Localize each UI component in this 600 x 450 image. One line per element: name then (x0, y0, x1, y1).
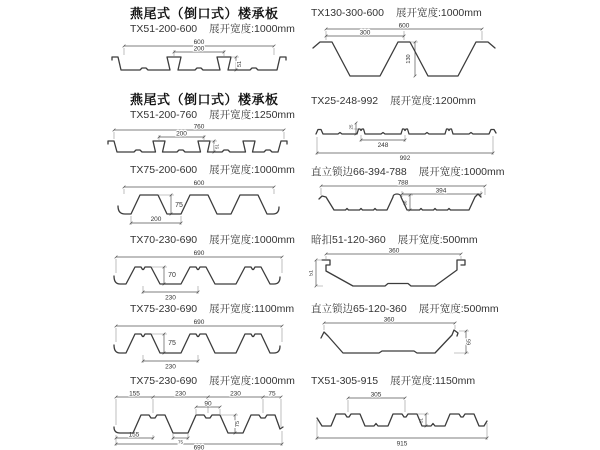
panel-tx75-230-690-detail (98, 374, 310, 450)
dim-overall: 690 (193, 319, 205, 326)
panel-tx75-230-690 (98, 302, 310, 370)
dim-height: 51 (418, 417, 424, 424)
dim-height: 130 (406, 54, 412, 64)
unfold-width: 展开宽度:500mm (418, 303, 499, 315)
unfold-width: 展开宽度:1000mm (209, 234, 295, 246)
panel-standing-seam-788 (305, 165, 515, 229)
dim-seg3: 230 (230, 390, 241, 398)
profile-drawing-dovetail-760 (104, 122, 294, 158)
dim-overall: 600 (398, 22, 410, 30)
profile-drawing-corrugated (309, 108, 499, 163)
unfold-width: 展开宽度:500mm (397, 234, 478, 246)
dim-overall: 690 (193, 444, 205, 450)
model-number: TX130-300-600 (311, 7, 384, 19)
dim-pitch: 200 (150, 216, 162, 223)
profile-outline (319, 194, 481, 210)
profile-drawing-dovetail-600 (104, 36, 294, 80)
profile-drawing-trapezoid-690a (104, 247, 294, 301)
dim-overall: 992 (399, 155, 411, 162)
model-number: TX75-200-600 (130, 164, 198, 176)
model-number: TX25-248-992 (311, 95, 379, 107)
dim-pitch: 200 (193, 45, 205, 53)
model-number: 直立锁边65-120-360 (311, 303, 407, 315)
dim-seg2: 230 (175, 390, 186, 398)
unfold-width: 展开宽度:1000mm (395, 7, 482, 19)
dim-height: 65 (466, 338, 473, 346)
dim-pitch: 300 (359, 29, 371, 37)
profile-outline (112, 57, 286, 70)
profile-drawing-trapezoid-915 (309, 388, 499, 450)
dim-valley: 155 (128, 431, 140, 439)
unfold-width: 展开宽度:1100mm (209, 303, 295, 315)
dim-seg4: 75 (268, 390, 276, 398)
model-number: 暗扣51-120-360 (311, 234, 386, 246)
panel-tx25-248-992 (305, 94, 515, 163)
dim-height: 75 (175, 202, 183, 209)
dim-height: 51 (214, 143, 220, 150)
dim-height: 75 (168, 340, 176, 347)
dim-overall: 760 (193, 123, 205, 131)
profile-drawing-trapezoid-690b (104, 316, 294, 370)
profile-drawing-deep-trapezoid (309, 20, 499, 80)
dim-pitch: 305 (370, 391, 382, 399)
panel-tx51-200-600 (98, 6, 310, 80)
dim-overall: 600 (193, 180, 205, 187)
dim-pitch: 200 (176, 130, 187, 138)
unfold-width: 展开宽度:1250mm (209, 109, 295, 121)
dim-overall: 360 (383, 316, 395, 324)
panel-tx51-200-760 (98, 92, 310, 158)
profile-outline (317, 414, 487, 426)
profile-drawing-trapezoid-600 (104, 177, 294, 227)
dim-height: 51 (309, 269, 315, 277)
model-number: TX51-200-760 (130, 109, 198, 121)
dim-height: 66 (402, 200, 408, 206)
panel-tx75-200-600 (98, 163, 310, 227)
dim-height: 70 (168, 272, 176, 279)
unfold-width: 展开宽度:1000mm (209, 164, 295, 176)
model-number: TX70-230-690 (130, 234, 198, 246)
unfold-width: 展开宽度:1150mm (390, 375, 476, 387)
model-number: TX75-230-690 (130, 303, 198, 315)
dim-half: 394 (435, 187, 447, 195)
profile-drawing-concealed-clip (309, 247, 499, 299)
dim-overall: 690 (193, 250, 205, 257)
dim-pitch: 248 (377, 142, 389, 149)
unfold-width: 展开宽度:1200mm (390, 95, 476, 107)
profile-outline (316, 129, 496, 134)
profile-outline (322, 260, 465, 286)
panel-tx70-230-690 (98, 233, 310, 301)
dim-valley-small: 75 (177, 439, 184, 445)
profile-outline (114, 267, 280, 284)
profile-outline (114, 415, 283, 433)
profile-type-title: 燕尾式（倒口式）楼承板 (130, 92, 279, 107)
dim-height: 51 (237, 60, 243, 68)
unfold-width: 展开宽度:1000mm (418, 166, 505, 178)
panel-concealed-clip-360 (305, 233, 515, 299)
dim-height: 25 (348, 124, 354, 130)
profile-outline (321, 330, 458, 353)
profile-type-title: 燕尾式（倒口式）楼承板 (130, 6, 279, 21)
dim-pitch: 230 (165, 363, 176, 370)
dim-height: 75 (235, 420, 241, 428)
profile-drawing-standing-seam-788 (309, 179, 499, 229)
panel-tx51-305-915 (305, 374, 515, 450)
panel-standing-seam-360 (305, 302, 515, 368)
model-number: 直立锁边66-394-788 (311, 166, 407, 178)
profile-outline (108, 141, 287, 152)
dim-seg1: 155 (129, 390, 140, 398)
profile-outline (313, 42, 495, 76)
dim-overall: 360 (388, 247, 400, 255)
dim-crest-top: 90 (204, 400, 212, 408)
panel-tx130-300-600 (305, 6, 515, 80)
profile-outline (114, 334, 280, 353)
dim-overall: 915 (396, 440, 408, 448)
unfold-width: 展开宽度:1000mm (209, 23, 295, 35)
dim-overall: 788 (397, 179, 409, 187)
profile-drawing-standing-seam-360 (309, 316, 499, 368)
model-number: TX75-230-690 (130, 375, 198, 387)
dim-overall: 600 (193, 39, 205, 46)
unfold-width: 展开宽度:1000mm (209, 375, 295, 387)
profile-drawing-trapezoid-detail (104, 388, 294, 450)
profile-outline (118, 195, 279, 214)
dim-pitch: 230 (165, 294, 176, 301)
model-number: TX51-200-600 (130, 23, 198, 35)
model-number: TX51-305-915 (311, 375, 379, 387)
